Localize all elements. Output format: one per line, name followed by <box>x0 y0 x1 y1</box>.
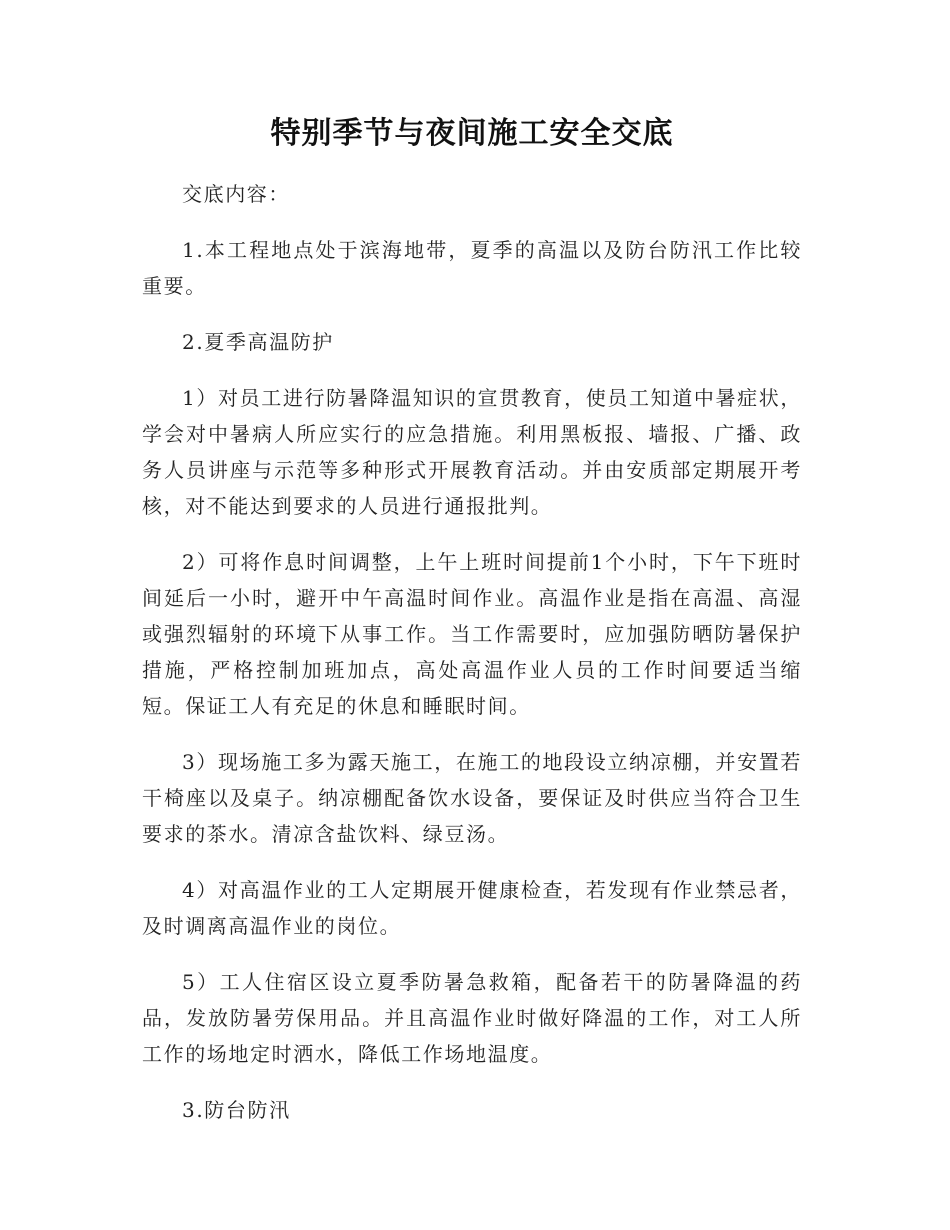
paragraph-section-1: 1.本工程地点处于滨海地带，夏季的高温以及防台防汛工作比较重要。 <box>142 238 802 298</box>
paragraph-item-5: 5）工人住宿区设立夏季防暑急救箱，配备若干的防暑降温的药品，发放防暑劳保用品。并且高温作业时做好降温的工作，对工人所工作的场地定时洒水，降低工作场地温度。 <box>142 970 802 1066</box>
paragraph-section-2-heading: 2.夏季高温防护 <box>182 330 334 354</box>
paragraph-item-3: 3）现场施工多为露天施工，在施工的地段设立纳凉棚，并安置若干椅座以及桌子。纳凉棚配备饮水设备，要保证及时供应当符合卫生要求的茶水。清凉含盐饮料、绿豆汤。 <box>142 750 802 846</box>
paragraph-item-4: 4）对高温作业的工人定期展开健康检查，若发现有作业禁忌者，及时调离高温作业的岗位。 <box>142 878 802 938</box>
paragraph-intro: 交底内容： <box>182 182 290 206</box>
document-title: 特别季节与夜间施工安全交底 <box>270 116 674 151</box>
paragraph-item-1: 1）对员工进行防暑降温知识的宣贯教育，使员工知道中暑症状，学会对中暑病人所应实行的应急措施。利用黑板报、墙报、广播、政务人员讲座与示范等多种形式开展教育活动。并由安质部定期展开考核，对不能达到要求的人员进行通报批判。 <box>142 386 802 518</box>
paragraph-section-3-heading: 3.防台防汛 <box>182 1098 291 1122</box>
paragraph-item-2: 2）可将作息时间调整，上午上班时间提前1个小时，下午下班时间延后一小时，避开中午高温时间作业。高温作业是指在高温、高湿或强烈辐射的环境下从事工作。当工作需要时，应加强防晒防暑保护措施，严格控制加班加点，高处高温作业人员的工作时间要适当缩短。保证工人有充足的休息和睡眠时间。 <box>142 550 802 718</box>
